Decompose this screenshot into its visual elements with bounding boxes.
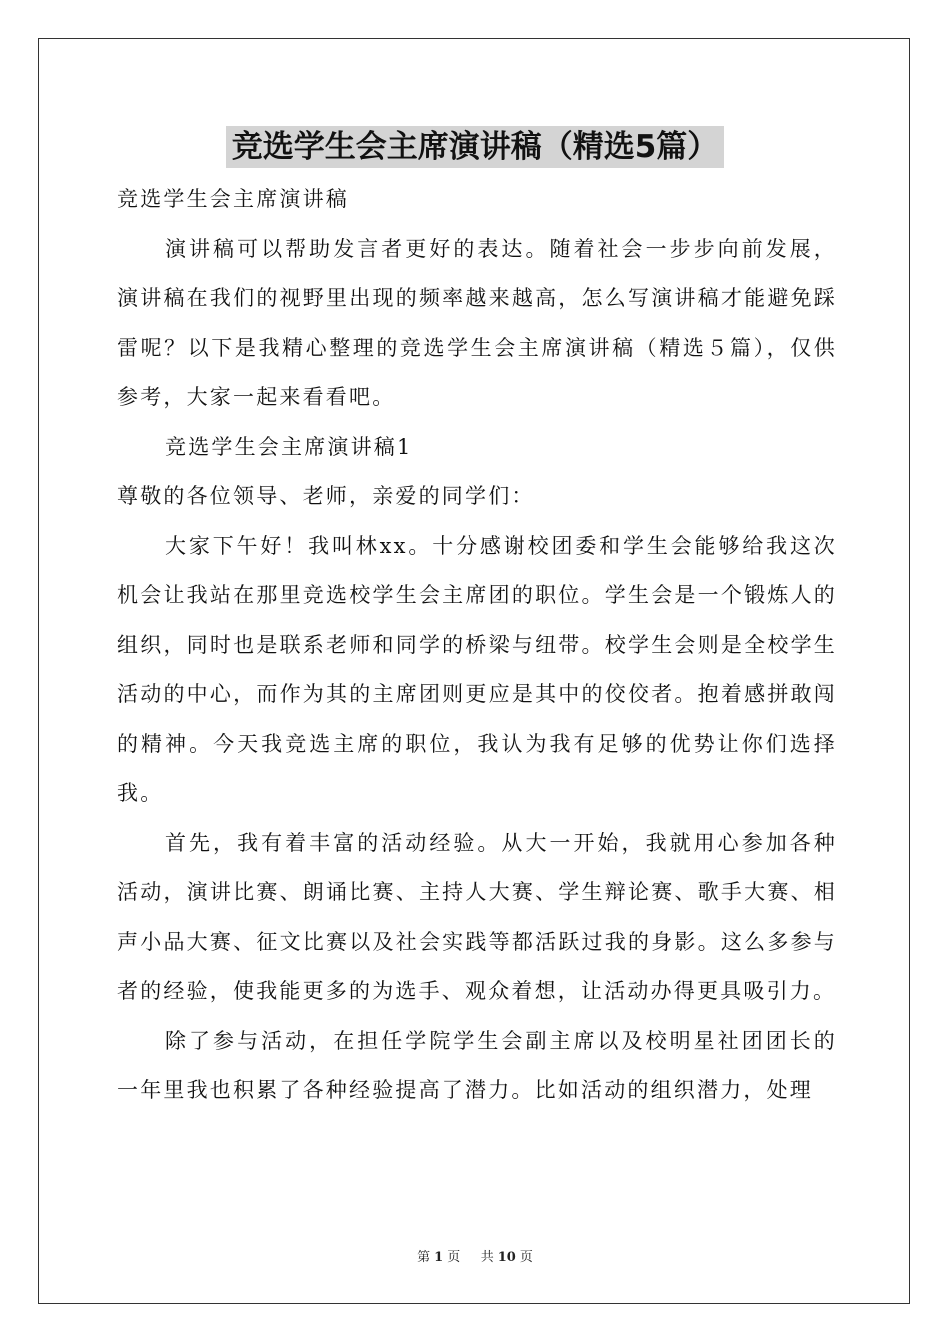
paragraph: 大家下午好！我叫林xx。十分感谢校团委和学生会能够给我这次机会让我站在那里竞选校学生会主席团的职位。学生会是一个锻炼人的组织，同时也是联系老师和同学的桥梁与纽带。校学生会则是全校学生活动的中心，而作为其的主席团则更应是其中的佼佼者。抱着感拼敢闯的精神。今天我竞选主席的职位，我认为我有足够的优势让你们选择我。 <box>117 533 837 805</box>
footer-total-suffix: 页 <box>519 1250 533 1265</box>
paragraph: 首先，我有着丰富的活动经验。从大一开始，我就用心参加各种活动，演讲比赛、朗诵比赛、主持人大赛、学生辩论赛、歌手大赛、相声小品大赛、征文比赛以及社会实践等都活跃过我的身影。这么多参与者的经验，使我能更多的为选手、观众着想，让活动办得更具吸引力。 <box>117 830 837 1003</box>
footer-total-prefix: 共 <box>480 1250 494 1265</box>
paragraph: 除了参与活动，在担任学院学生会副主席以及校明星社团团长的一年里我也积累了各种经验提高了潜力。比如活动的组织潜力，处理 <box>117 1028 837 1102</box>
document-body <box>117 175 837 1116</box>
paragraph: 竞选学生会主席演讲稿1 <box>165 434 413 459</box>
paragraph: 竞选学生会主席演讲稿 <box>117 187 349 211</box>
footer-total-pages: 10 <box>497 1250 516 1265</box>
footer-page-number: 1 <box>434 1250 444 1265</box>
footer-page-prefix: 第 <box>417 1250 431 1265</box>
paragraph: 演讲稿可以帮助发言者更好的表达。随着社会一步步向前发展，演讲稿在我们的视野里出现的频率越来越高，怎么写演讲稿才能避免踩雷呢？以下是我精心整理的竞选学生会主席演讲稿（精选５篇），仅供参考，大家一起来看看吧。 <box>117 236 837 409</box>
document-title: 竞选学生会主席演讲稿（精选5篇） <box>226 126 725 168</box>
page-footer <box>0 1246 950 1265</box>
footer-page-suffix: 页 <box>447 1250 461 1265</box>
title-container <box>0 126 950 168</box>
paragraph: 尊敬的各位领导、老师，亲爱的同学们： <box>117 484 535 508</box>
